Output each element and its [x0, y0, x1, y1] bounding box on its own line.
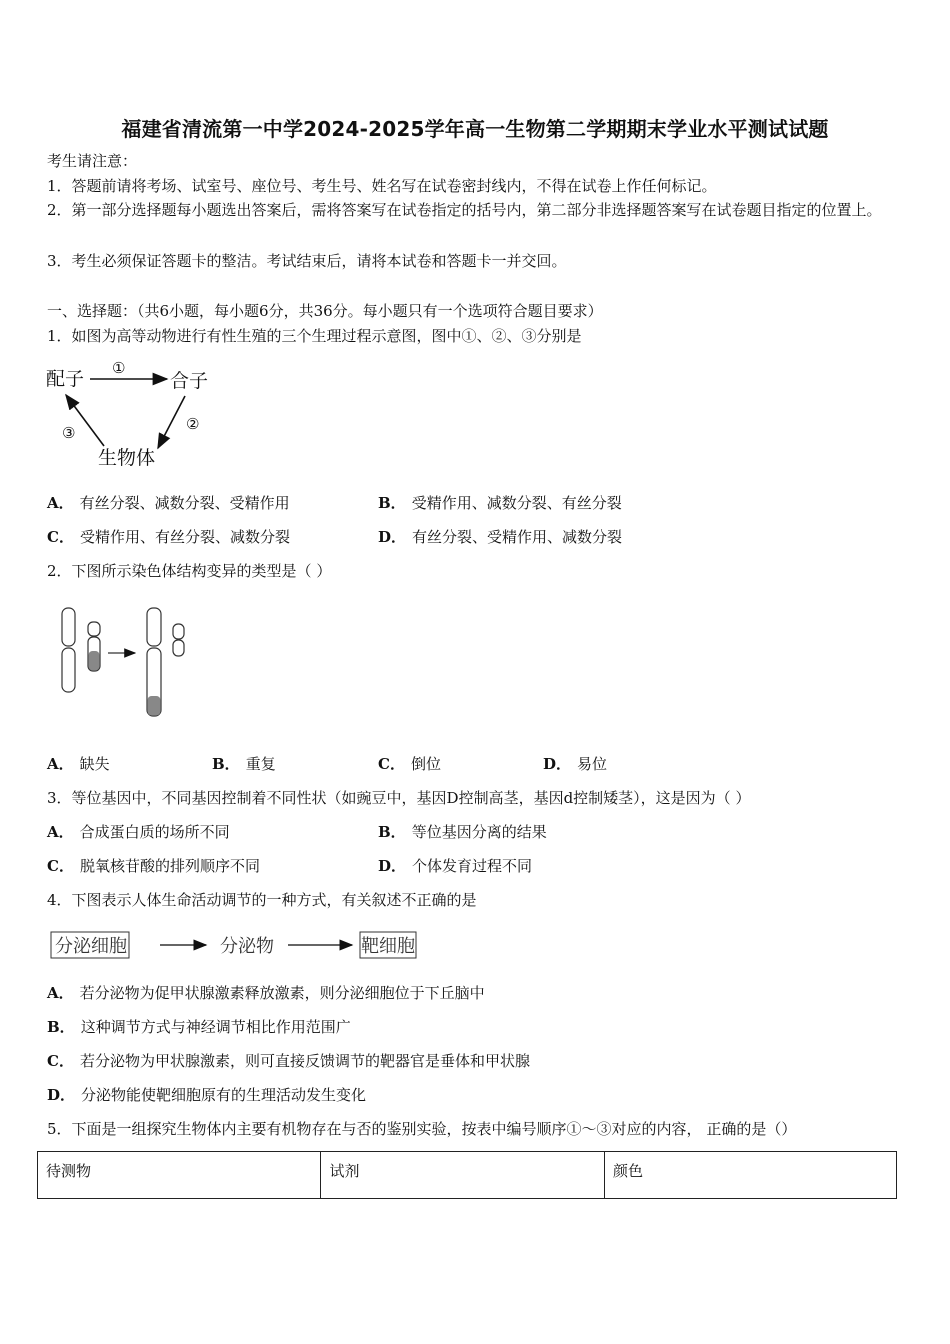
q3-option-a[interactable]	[47, 822, 230, 842]
option-text: 受精作用、有丝分裂、减数分裂	[79, 528, 290, 546]
diagram-label-zygote: 合子	[170, 370, 209, 392]
q5-table	[37, 1151, 897, 1199]
diagram-label-gamete: 配子	[46, 368, 85, 390]
diagram-label-organism: 生物体	[98, 447, 156, 469]
q1-reproduction-cycle-diagram	[40, 352, 220, 477]
option-letter: A．	[47, 494, 74, 512]
q2-stem: 2．下图所示染色体结构变异的类型是（ ）	[47, 562, 332, 580]
q3-option-d[interactable]	[378, 856, 532, 876]
q4-option-b[interactable]	[47, 1017, 351, 1037]
q1-option-b[interactable]	[378, 493, 622, 513]
notice-item-3: 3．考生必须保证答题卡的整洁。考试结束后，请将本试卷和答题卡一并交回。	[47, 252, 567, 270]
q4-option-c[interactable]	[47, 1051, 530, 1071]
option-text: 有丝分裂、减数分裂、受精作用	[79, 494, 290, 512]
q1-option-d[interactable]	[378, 527, 622, 547]
table-header-color: 颜色	[604, 1152, 896, 1199]
option-text: 若分泌物为甲状腺激素，则可直接反馈调节的靶器官是垂体和甲状腺	[79, 1052, 530, 1070]
q4-stem: 4．下图表示人体生命活动调节的一种方式，有关叙述不正确的是	[47, 891, 477, 909]
option-letter: D．	[378, 857, 407, 875]
q3-stem: 3．等位基因中，不同基因控制着不同性状（如豌豆中，基因D控制高茎，基因d控制矮茎），这是因为（ ）	[47, 789, 751, 807]
q1-option-a[interactable]	[47, 493, 290, 513]
section-heading: 一、选择题：（共6小题，每小题6分，共36分。每小题只有一个选项符合题目要求）	[47, 302, 603, 320]
q5-stem: 5．下面是一组探究生物体内主要有机物存在与否的鉴别实验，按表中编号顺序①～③对应的内容， 正确的是（）	[47, 1120, 797, 1138]
q4-regulation-flow-diagram	[48, 928, 428, 964]
flow-step-secretion: 分泌物	[220, 936, 274, 957]
option-letter: D．	[378, 528, 407, 546]
q2-option-c[interactable]	[378, 754, 441, 774]
option-letter: D．	[47, 1086, 76, 1104]
q3-option-b[interactable]	[378, 822, 547, 842]
option-text: 缺失	[79, 755, 110, 773]
option-text: 合成蛋白质的场所不同	[79, 823, 230, 841]
flow-step-target-cell: 靶细胞	[361, 936, 415, 957]
option-letter: B．	[378, 823, 406, 841]
option-letter: C．	[47, 528, 74, 546]
option-text: 分泌物能使靶细胞原有的生理活动发生变化	[81, 1086, 367, 1104]
option-text: 等位基因分离的结果	[411, 823, 547, 841]
option-letter: C．	[47, 1052, 74, 1070]
option-letter: A．	[47, 823, 74, 841]
q4-option-a[interactable]	[47, 983, 485, 1003]
diagram-number-3: ③	[62, 424, 76, 442]
option-text: 易位	[577, 755, 608, 773]
option-letter: B．	[212, 755, 240, 773]
option-letter: A．	[47, 984, 74, 1002]
option-text: 倒位	[410, 755, 441, 773]
q1-stem: 1．如图为高等动物进行有性生殖的三个生理过程示意图，图中①、②、③分别是	[47, 327, 582, 345]
q4-option-d[interactable]	[47, 1085, 366, 1105]
table-header-sample: 待测物	[38, 1152, 321, 1199]
option-letter: B．	[47, 1018, 75, 1036]
arrow-zygote-to-organism	[158, 396, 185, 448]
option-text: 重复	[245, 755, 276, 773]
q1-option-c[interactable]	[47, 527, 290, 547]
notice-heading: 考生请注意：	[47, 152, 138, 170]
table-header-row	[38, 1152, 897, 1199]
option-letter: C．	[47, 857, 74, 875]
option-letter: D．	[543, 755, 572, 773]
option-text: 这种调节方式与神经调节相比作用范围广	[80, 1018, 351, 1036]
notice-item-1: 1．答题前请将考场、试室号、座位号、考生号、姓名写在试卷密封线内，不得在试卷上作任何标记。	[47, 177, 717, 195]
q2-option-d[interactable]	[543, 754, 607, 774]
option-text: 个体发育过程不同	[412, 857, 533, 875]
option-text: 脱氧核苷酸的排列顺序不同	[79, 857, 260, 875]
option-text: 有丝分裂、受精作用、减数分裂	[412, 528, 623, 546]
diagram-number-2: ②	[186, 415, 200, 433]
q3-option-c[interactable]	[47, 856, 260, 876]
q2-chromosome-diagram	[55, 600, 195, 725]
q2-option-a[interactable]	[47, 754, 110, 774]
option-letter: B．	[378, 494, 406, 512]
table-header-reagent: 试剂	[321, 1152, 604, 1199]
option-text: 若分泌物为促甲状腺激素释放激素，则分泌细胞位于下丘脑中	[79, 984, 485, 1002]
q2-option-b[interactable]	[212, 754, 276, 774]
flow-step-secretory-cell: 分泌细胞	[55, 936, 127, 957]
page-title: 福建省清流第一中学2024-2025学年高一生物第二学期期末学业水平测试试题	[121, 117, 829, 141]
notice-item-2: 2．第一部分选择题每小题选出答案后，需将答案写在试卷指定的括号内，第二部分非选择题答案写在试卷题目指定的位置上。	[47, 201, 882, 219]
option-letter: A．	[47, 755, 74, 773]
option-letter: C．	[378, 755, 405, 773]
diagram-number-1: ①	[112, 359, 126, 377]
option-text: 受精作用、减数分裂、有丝分裂	[411, 494, 622, 512]
